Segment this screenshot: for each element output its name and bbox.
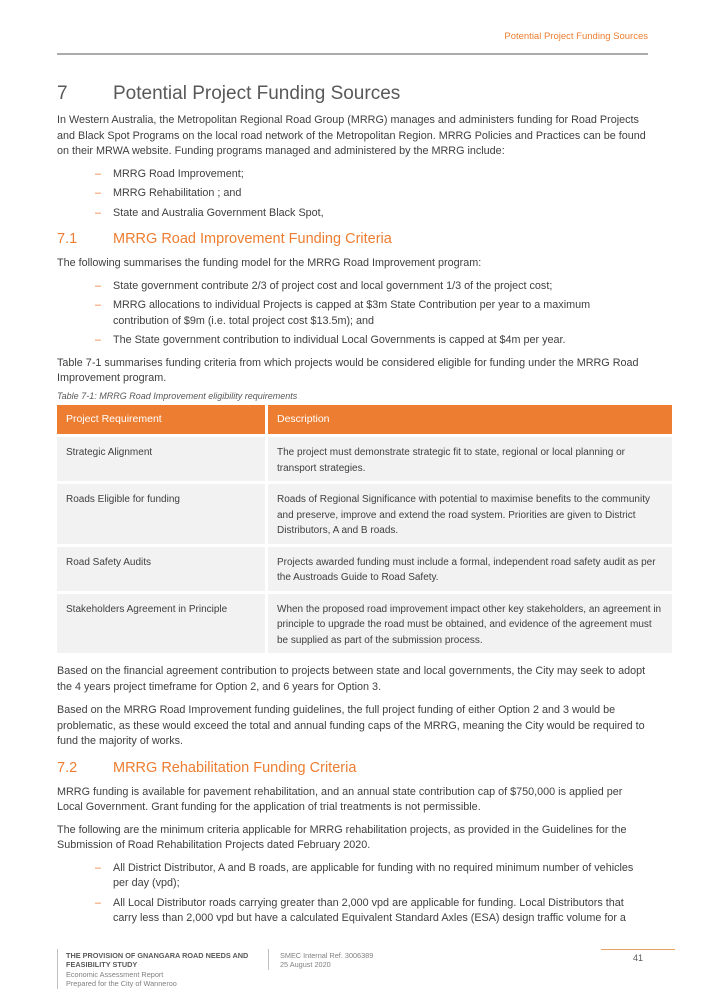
dash-bullet-icon: – bbox=[95, 896, 102, 909]
paragraph: The following are the minimum criteria applicable for MRRG rehabilitation projects, as provided in the Guidelines for the Submission of Road Rehabilitation Projects dated February 2020. bbox=[57, 823, 627, 851]
section-heading-7-2 bbox=[57, 759, 648, 778]
section-heading-7-1 bbox=[57, 230, 648, 249]
footer-internal-ref: SMEC Internal Ref. 3006389 bbox=[280, 950, 374, 960]
list-item bbox=[57, 861, 648, 892]
description-cell: Projects awarded funding must include a formal, independent road safety audit as per the Austroads Guide to Road Safety. bbox=[268, 547, 672, 594]
dash-bullet-icon: – bbox=[95, 167, 102, 180]
list-item-text: All Local Distributor roads carrying greater than 2,000 vpd are applicable for funding. Local Distributors that carry less than 2,000 vpd but have a calculated Equivalent Standard Axles (ESA) design traffic volume for a bbox=[113, 896, 626, 924]
section-number: 7.1 bbox=[57, 231, 78, 247]
chapter-heading bbox=[57, 81, 648, 106]
rehabilitation-criteria-bullet-list bbox=[57, 861, 648, 927]
dash-bullet-icon: – bbox=[95, 279, 102, 292]
paragraph: Based on the MRRG Road Improvement funding guidelines, the full project funding of either Option 2 and 3 would be problematic, as these would exceed the total and annual funding caps of the MRRG, meaning the City would be required to fund the majority of works. bbox=[57, 704, 645, 747]
section-title: MRRG Rehabilitation Funding Criteria bbox=[113, 759, 357, 776]
requirement-cell: Stakeholders Agreement in Principle bbox=[57, 594, 268, 657]
list-item-text: MRRG allocations to individual Projects is capped at $3m State Contribution per year to a maximum contribution of $9m (i.e. total project cost $13.5m); and bbox=[113, 299, 591, 327]
section-title: MRRG Road Improvement Funding Criteria bbox=[113, 231, 392, 247]
chapter-title: Potential Project Funding Sources bbox=[113, 83, 401, 104]
paragraph: Based on the financial agreement contribution to projects between state and local governments, the City may seek to adopt the 4 years project timeframe for Option 2, and 6 years for Option 3. bbox=[57, 665, 646, 693]
table-row bbox=[57, 484, 672, 547]
list-item bbox=[57, 167, 648, 183]
table-row bbox=[57, 547, 672, 594]
page-footer bbox=[57, 949, 675, 989]
description-cell: When the proposed road improvement impact other key stakeholders, an agreement in principle to upgrade the road must be obtained, and evidence of the agreement must be supplied as part of the submission process. bbox=[268, 594, 672, 657]
footer-prepared-for: Prepared for the City of Wanneroo bbox=[66, 979, 177, 989]
footer-report-type: Economic Assessment Report bbox=[66, 969, 164, 979]
eligibility-requirements-table bbox=[57, 405, 672, 657]
table-header-row bbox=[57, 405, 672, 438]
description-cell: Roads of Regional Significance with potential to maximise benefits to the community and preserve, improve and extend the road system. Priorities are given to District Distributors, A and B roads. bbox=[268, 484, 672, 547]
requirement-cell: Road Safety Audits bbox=[57, 547, 268, 594]
dash-bullet-icon: – bbox=[95, 187, 102, 199]
funding-model-bullet-list bbox=[57, 279, 648, 349]
requirement-cell: Strategic Alignment bbox=[57, 437, 268, 484]
dash-bullet-icon: – bbox=[95, 206, 102, 219]
intro-bullet-list bbox=[57, 167, 648, 222]
list-item bbox=[57, 333, 648, 349]
list-item-text: MRRG Rehabilitation ; and bbox=[113, 187, 242, 199]
page-number: 41 bbox=[632, 952, 643, 963]
table-caption: Table 7-1: MRRG Road Improvement eligibility requirements bbox=[57, 390, 298, 401]
intro-paragraph: In Western Australia, the Metropolitan Regional Road Group (MRRG) manages and administers funding for Road Projects and Black Spot Programs on the local road network of the Metropolitan Region. MRRG Policies and Practices can be found on their MRWA website. Funding programs managed and administered by the MRRG include: bbox=[57, 114, 646, 157]
paragraph: The following summarises the funding model for the MRRG Road Improvement program: bbox=[57, 257, 482, 269]
table-header-cell-description: Description bbox=[268, 405, 672, 438]
list-item-text: The State government contribution to individual Local Governments is capped at $4m per year. bbox=[113, 334, 566, 346]
page-content bbox=[57, 0, 662, 931]
chapter-number: 7 bbox=[57, 83, 68, 104]
page-number-block bbox=[601, 949, 675, 964]
list-item-text: State government contribute 2/3 of project cost and local government 1/3 of the project cost; bbox=[113, 279, 553, 292]
footer-study-block bbox=[57, 949, 258, 989]
list-item bbox=[57, 186, 648, 202]
footer-date: 25 August 2020 bbox=[280, 960, 331, 970]
dash-bullet-icon: – bbox=[95, 861, 102, 874]
paragraph: MRRG funding is available for pavement rehabilitation, and an annual state contribution cap of $750,000 is applied per Local Government. Grant funding for the application of trial treatments is not permissible. bbox=[57, 785, 623, 813]
paragraph: Table 7-1 summarises funding criteria from which projects would be considered eligible for funding under the MRRG Road Improvement program. bbox=[57, 356, 639, 384]
list-item bbox=[57, 298, 648, 329]
requirement-cell: Roads Eligible for funding bbox=[57, 484, 268, 547]
table-row bbox=[57, 437, 672, 484]
list-item-text: State and Australia Government Black Spot, bbox=[113, 206, 324, 219]
description-cell: The project must demonstrate strategic fit to state, regional or local planning or transport strategies. bbox=[268, 437, 672, 484]
running-header-title: Potential Project Funding Sources bbox=[504, 31, 648, 42]
table-header-cell-requirement: Project Requirement bbox=[57, 405, 268, 438]
list-item bbox=[57, 896, 648, 927]
list-item bbox=[57, 279, 648, 295]
dash-bullet-icon: – bbox=[95, 334, 102, 346]
footer-ref-block bbox=[268, 949, 490, 970]
list-item-text: All District Distributor, A and B roads, are applicable for funding with no required minimum number of vehicles per day (vpd); bbox=[113, 861, 634, 889]
list-item bbox=[57, 206, 648, 222]
list-item-text: MRRG Road Improvement; bbox=[113, 167, 244, 180]
running-header bbox=[57, 0, 648, 55]
dash-bullet-icon: – bbox=[95, 299, 102, 311]
table-row bbox=[57, 594, 672, 657]
section-number: 7.2 bbox=[57, 759, 78, 776]
footer-study-title: THE PROVISION OF GNANGARA ROAD NEEDS AND FEASIBILITY STUDY bbox=[66, 950, 249, 970]
